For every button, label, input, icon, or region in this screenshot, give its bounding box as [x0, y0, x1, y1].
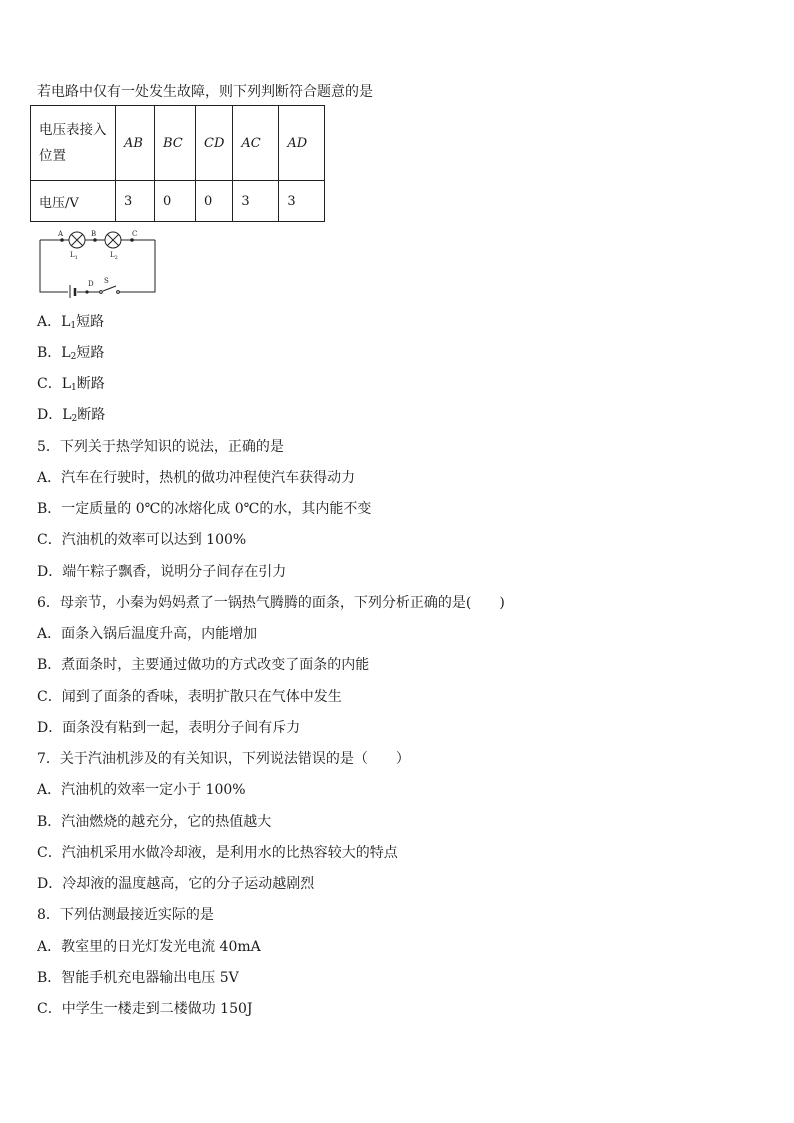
- label-l2: $L_2$: [110, 251, 118, 261]
- q5-stem: 5．下列关于热学知识的说法，正确的是: [37, 439, 284, 455]
- q7-option-b: B．汽油燃烧的越充分，它的热值越大: [37, 814, 272, 830]
- q5-option-b: B．一定质量的 0℃的冰熔化成 0℃的水，其内能不变: [37, 501, 372, 517]
- question-intro: 若电路中仅有一处发生故障，则下列判断符合题意的是: [37, 84, 373, 100]
- q4-option-b: B．$L_2$短路: [37, 345, 105, 362]
- q5-option-c: C．汽油机的效率可以达到 100%: [37, 532, 247, 548]
- label-s: S: [104, 277, 109, 285]
- table-col-header: AD: [279, 106, 325, 181]
- label-d: D: [88, 280, 94, 288]
- label-c: C: [132, 230, 138, 238]
- q8-option-a: A．教室里的日光灯发光电流 40mA: [37, 939, 261, 955]
- label-b: B: [91, 230, 97, 238]
- lamp-l1-icon: [69, 232, 85, 248]
- table-cell: 0: [196, 181, 233, 222]
- q8-stem: 8．下列估测最接近实际的是: [37, 907, 214, 923]
- table-cell: 3: [233, 181, 279, 222]
- label-l1: $L_1$: [70, 251, 78, 261]
- table-row: [31, 106, 325, 181]
- q6-option-b: B．煮面条时，主要通过做功的方式改变了面条的内能: [37, 657, 370, 673]
- q8-option-b: B．智能手机充电器输出电压 5V: [37, 970, 239, 986]
- q6-option-c: C．闻到了面条的香味，表明扩散只在气体中发生: [37, 689, 342, 705]
- q7-stem: 7．关于汽油机涉及的有关知识，下列说法错误的是（ ）: [37, 751, 410, 767]
- q6-option-d: D．面条没有粘到一起，表明分子间有斥力: [37, 720, 301, 736]
- node-d-icon: [85, 290, 88, 293]
- table-cell: 3: [279, 181, 325, 222]
- table-col-header: AC: [233, 106, 279, 181]
- table-col-header: AB: [116, 106, 155, 181]
- q5-option-a: A．汽车在行驶时，热机的做功冲程使汽车获得动力: [37, 470, 356, 486]
- node-b-icon: [93, 238, 97, 242]
- voltage-table: [30, 105, 325, 222]
- table-col-header: BC: [155, 106, 196, 181]
- q6-stem: 6．母亲节，小秦为妈妈煮了一锅热气腾腾的面条，下列分析正确的是( ): [37, 595, 505, 611]
- q7-option-a: A．汽油机的效率一定小于 100%: [37, 782, 246, 798]
- circuit-diagram: [30, 228, 160, 298]
- q4-option-a: A．$L_1$短路: [37, 314, 105, 331]
- node-c-icon: [130, 238, 134, 242]
- q7-option-c: C．汽油机采用水做冷却液，是利用水的比热容较大的特点: [37, 845, 398, 861]
- label-a: A: [58, 230, 64, 238]
- lamp-l2-icon: [105, 232, 121, 248]
- q4-option-c: C．$L_1$断路: [37, 376, 105, 393]
- node-a-icon: [60, 238, 64, 242]
- table-col-header: CD: [196, 106, 233, 181]
- table-values-header: 电压/V: [31, 181, 116, 222]
- switch-icon: [100, 291, 120, 294]
- q7-option-d: D．冷却液的温度越高，它的分子运动越剧烈: [37, 876, 315, 892]
- table-row: [31, 181, 325, 222]
- q4-option-d: D．$L_2$断路: [37, 407, 106, 424]
- q6-option-a: A．面条入锅后温度升高，内能增加: [37, 626, 258, 642]
- q5-option-d: D．端午粽子飘香，说明分子间存在引力: [37, 564, 287, 580]
- battery-icon: [70, 285, 75, 298]
- table-row-header: 电压表接入位置: [31, 106, 116, 181]
- table-cell: 3: [116, 181, 155, 222]
- table-cell: 0: [155, 181, 196, 222]
- q8-option-c: C．中学生一楼走到二楼做功 150J: [37, 1001, 253, 1017]
